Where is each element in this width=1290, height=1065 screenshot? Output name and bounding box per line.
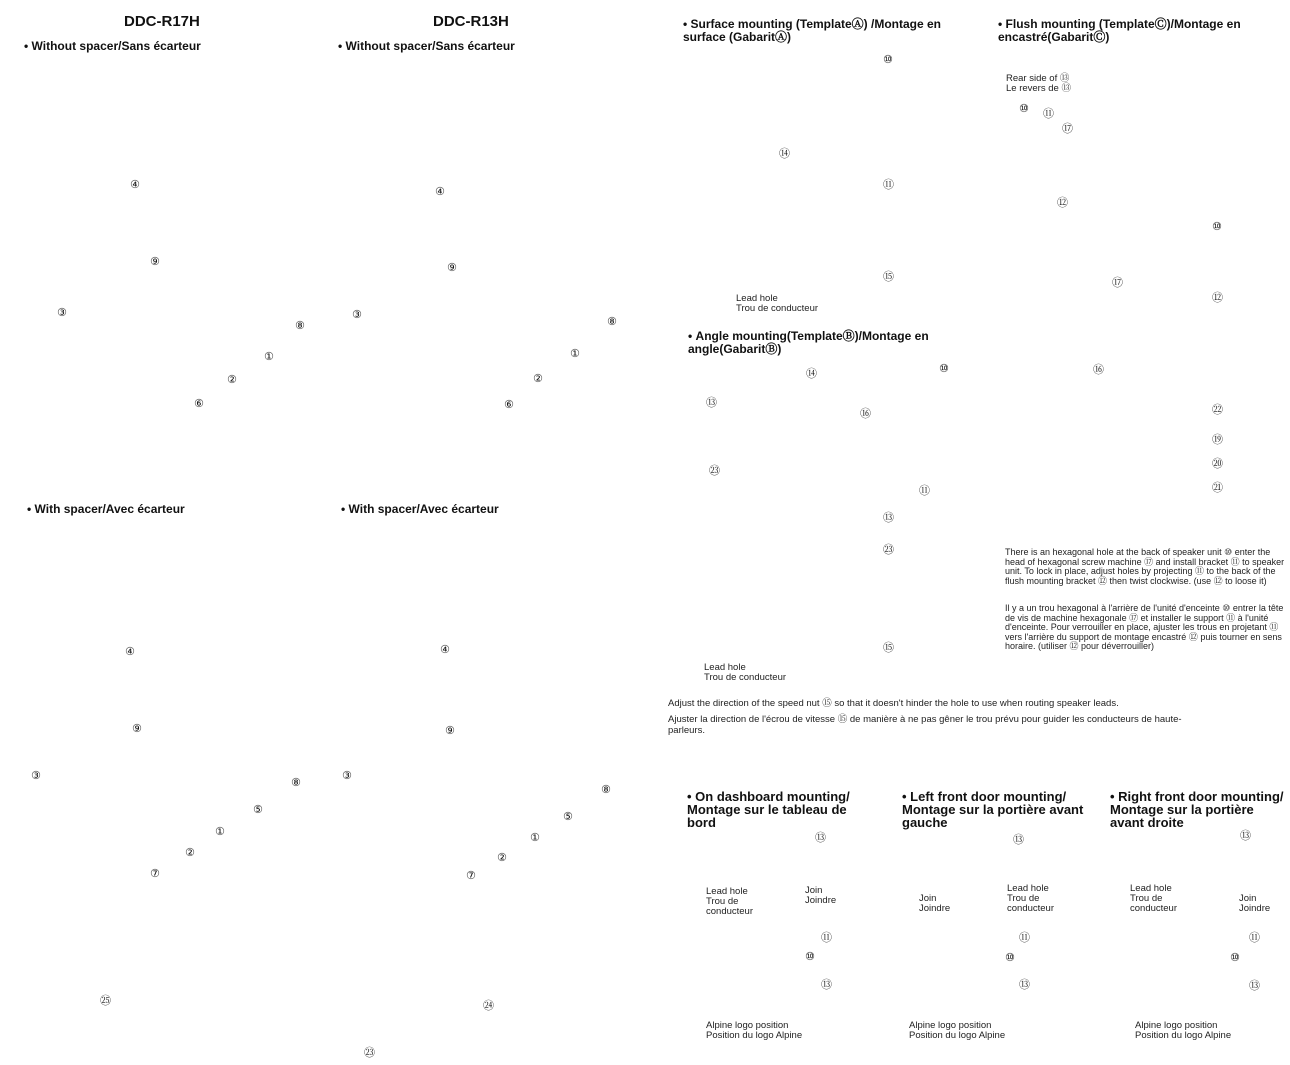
callout-2: ②: [497, 852, 507, 864]
callout-9: ⑨: [445, 725, 455, 737]
callout-3: ③: [342, 770, 352, 782]
logo-position-label-dashboard: Alpine logo position Position du logo Alpine: [706, 1020, 803, 1041]
logo-position-label-left-door: Alpine logo position Position du logo Alpine: [909, 1020, 1006, 1041]
callout-4: ④: [130, 179, 140, 191]
callout-15: ⑮: [883, 271, 894, 283]
join-label-right-door: Join Joindre: [1239, 893, 1271, 914]
callout-8: ⑧: [601, 784, 611, 796]
callout-10: ⑩: [1019, 103, 1029, 115]
callout-5: ⑤: [253, 804, 263, 816]
callout-11: ⑪: [1249, 932, 1260, 944]
callout-10: ⑩: [1230, 952, 1240, 964]
callout-13: ⑬: [706, 397, 717, 409]
heading-angle-mounting: • Angle mounting(TemplateⒷ)/Montage en angle(GabaritⒷ): [688, 330, 958, 356]
join-label-dashboard: Join Joindre: [805, 885, 837, 906]
callout-3: ③: [57, 307, 67, 319]
lead-hole-label-angle: Lead hole Trou de conducteur: [704, 662, 787, 683]
callout-1: ①: [570, 348, 580, 360]
callout-1: ①: [264, 351, 274, 363]
callout-19: ⑲: [1212, 434, 1223, 446]
callout-16: ⑯: [1093, 364, 1104, 376]
model-title-ddc-r17h: DDC-R17H: [124, 13, 200, 30]
callout-10: ⑩: [805, 951, 815, 963]
callout-14: ⑭: [779, 148, 790, 160]
callout-13: ⑬: [815, 832, 826, 844]
callout-12: ⑫: [1212, 292, 1223, 304]
heading-left-door-mounting: • Left front door mounting/ Montage sur la portière avant gauche: [902, 790, 1092, 829]
heading-dashboard-mounting: • On dashboard mounting/ Montage sur le tableau de bord: [687, 790, 867, 829]
heading-with-spacer-r13: • With spacer/Avec écarteur: [341, 503, 499, 516]
callout-8: ⑧: [291, 777, 301, 789]
logo-position-label-right-door: Alpine logo position Position du logo Alpine: [1135, 1020, 1232, 1041]
callout-6: ⑥: [194, 398, 204, 410]
callout-24: ㉔: [483, 1000, 494, 1012]
callout-8: ⑧: [607, 316, 617, 328]
callout-17: ⑰: [1112, 277, 1123, 289]
heading-with-spacer-r17: • With spacer/Avec écarteur: [27, 503, 185, 516]
lead-hole-label-dashboard: Lead hole Trou de conducteur: [706, 886, 754, 917]
callout-12: ⑫: [1057, 197, 1068, 209]
callout-10: ⑩: [939, 363, 949, 375]
callout-2: ②: [227, 374, 237, 386]
callout-23: ㉓: [883, 544, 894, 556]
join-label-left-door: Join Joindre: [919, 893, 951, 914]
callout-8: ⑧: [295, 320, 305, 332]
callout-14: ⑭: [806, 368, 817, 380]
heading-right-door-mounting: • Right front door mounting/ Montage sur la portière avant droite: [1110, 790, 1288, 829]
callout-3: ③: [352, 309, 362, 321]
heading-flush-mounting: • Flush mounting (TemplateⒸ)/Montage en encastré(GabaritⒸ): [998, 18, 1283, 44]
callout-5: ⑤: [563, 811, 573, 823]
callout-13: ⑬: [883, 512, 894, 524]
callout-2: ②: [533, 373, 543, 385]
callout-11: ⑪: [919, 485, 930, 497]
callout-3: ③: [31, 770, 41, 782]
callout-23: ㉓: [364, 1047, 375, 1059]
speed-nut-note-en: Adjust the direction of the speed nut ⑮ so that it doesn't hinder the hole to use when routing speaker leads.: [668, 698, 1119, 709]
callout-10: ⑩: [1005, 952, 1015, 964]
callout-17: ⑰: [1062, 123, 1073, 135]
hexagonal-hole-note-fr: Il y a un trou hexagonal à l'arrière de l'unité d'enceinte ⑩ entrer la tête de vis de machine hexagonale ⑰ et installer le support ⑪ à l'unité d'enceinte. Pour verrouiller en place, ajuster les trous en projetant ⑪ vers l'arrière du support de montage encastré ⑫ puis tourner en sens horaire. (utiliser ⑫ pour déverrouiller): [1005, 603, 1284, 651]
callout-11: ⑪: [1019, 932, 1030, 944]
lead-hole-label-right-door: Lead hole Trou de conducteur: [1130, 883, 1178, 914]
heading-surface-mounting: • Surface mounting (TemplateⒶ) /Montage en surface (GabaritⒶ): [683, 18, 973, 44]
rear-side-label: Rear side of ⑬ Le revers de ⑬: [1006, 73, 1071, 94]
callout-13: ⑬: [821, 979, 832, 991]
callout-6: ⑥: [504, 399, 514, 411]
callout-10: ⑩: [883, 54, 893, 66]
callout-7: ⑦: [150, 868, 160, 880]
callout-20: ⑳: [1212, 458, 1223, 470]
callout-11: ⑪: [821, 932, 832, 944]
callout-15: ⑮: [883, 642, 894, 654]
heading-without-spacer-r17: • Without spacer/Sans écarteur: [24, 40, 201, 53]
callout-11: ⑪: [883, 179, 894, 191]
callout-4: ④: [125, 646, 135, 658]
speed-nut-note-fr: Ajuster la direction de l'écrou de vitesse ⑮ de manière à ne pas gêner le trou prévu pour guider les conducteurs de haute-parleurs.: [668, 714, 1182, 736]
callout-25: ㉕: [100, 995, 111, 1007]
callout-11: ⑪: [1043, 108, 1054, 120]
hexagonal-hole-note-en: There is an hexagonal hole at the back of speaker unit ⑩ enter the head of hexagonal screw machine ⑰ and install bracket ⑪ to speaker unit. To lock in place, adjust holes by projecting ⑪ to the back of the flush mounting bracket ⑫ then twist clockwise. (use ⑫ to loose it): [1005, 547, 1285, 586]
callout-13: ⑬: [1019, 979, 1030, 991]
callout-1: ①: [530, 832, 540, 844]
callout-4: ④: [435, 186, 445, 198]
model-title-ddc-r13h: DDC-R13H: [433, 13, 509, 30]
lead-hole-label-surface: Lead hole Trou de conducteur: [736, 293, 819, 314]
callout-13: ⑬: [1249, 980, 1260, 992]
callout-23: ㉓: [709, 465, 720, 477]
callout-16: ⑯: [860, 408, 871, 420]
heading-without-spacer-r13: • Without spacer/Sans écarteur: [338, 40, 515, 53]
callout-10: ⑩: [1212, 221, 1222, 233]
callout-22: ㉒: [1212, 404, 1223, 416]
callout-9: ⑨: [447, 262, 457, 274]
callout-13: ⑬: [1013, 834, 1024, 846]
callout-2: ②: [185, 847, 195, 859]
callout-13: ⑬: [1240, 830, 1251, 842]
callout-9: ⑨: [150, 256, 160, 268]
lead-hole-label-left-door: Lead hole Trou de conducteur: [1007, 883, 1055, 914]
callout-21: ㉑: [1212, 482, 1223, 494]
callout-9: ⑨: [132, 723, 142, 735]
callout-7: ⑦: [466, 870, 476, 882]
callout-4: ④: [440, 644, 450, 656]
callout-1: ①: [215, 826, 225, 838]
